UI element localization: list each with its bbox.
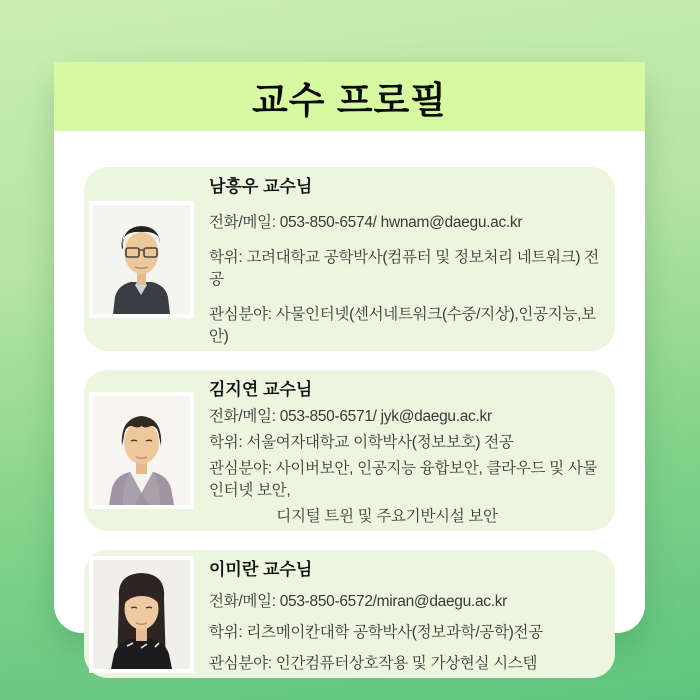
professor-info bbox=[209, 555, 601, 673]
professor-phone-email: 전화/메일: 053-850-6574/ hwnam@daegu.ac.kr bbox=[209, 214, 523, 231]
professor-phone-email: 전화/메일: 053-850-6571/ jyk@daegu.ac.kr bbox=[209, 408, 492, 425]
page-title: 교수 프로필 bbox=[252, 79, 447, 121]
professor-degree: 학위: 서울여자대학교 이학박사(정보보호) 전공 bbox=[209, 434, 514, 451]
portrait-young-woman-bangs-icon bbox=[93, 560, 190, 669]
professor-list bbox=[54, 131, 645, 678]
professor-photo bbox=[89, 201, 194, 318]
professor-degree: 학위: 고려대학교 공학박사(컴퓨터 및 정보처리 네트워크) 전공 bbox=[209, 249, 599, 288]
professor-phone-email: 전화/메일: 053-850-6572/miran@daegu.ac.kr bbox=[209, 593, 508, 610]
professor-interests: 관심분야: 사이버보안, 인공지능 융합보안, 클라우드 및 사물인터넷 보안, bbox=[209, 460, 598, 499]
panel-header bbox=[54, 62, 645, 131]
professor-interests: 관심분야: 인간컴퓨터상호작용 및 가상현실 시스템 bbox=[209, 655, 538, 672]
portrait-man-glasses-icon bbox=[93, 205, 190, 314]
professor-name: 이미란 교수님 bbox=[209, 560, 313, 579]
professor-interests-line2: 디지털 트윈 및 주요기반시설 보안 bbox=[276, 508, 498, 525]
professor-interests: 관심분야: 사물인터넷(센서네트워크(수중/지상),인공지능,보안) bbox=[209, 306, 596, 345]
professor-degree: 학위: 리츠메이칸대학 공학박사(정보과학/공학)전공 bbox=[209, 624, 543, 641]
professor-name: 남흥우 교수님 bbox=[209, 177, 313, 196]
professor-name: 김지연 교수님 bbox=[209, 380, 313, 399]
profile-panel bbox=[54, 62, 645, 672]
portrait-woman-blazer-icon bbox=[93, 396, 190, 505]
professor-photo bbox=[89, 392, 194, 509]
professor-info bbox=[209, 172, 601, 346]
professor-info bbox=[209, 375, 601, 526]
professor-card bbox=[84, 370, 615, 531]
professor-card bbox=[84, 550, 615, 678]
professor-photo bbox=[89, 556, 194, 673]
professor-card bbox=[84, 167, 615, 351]
